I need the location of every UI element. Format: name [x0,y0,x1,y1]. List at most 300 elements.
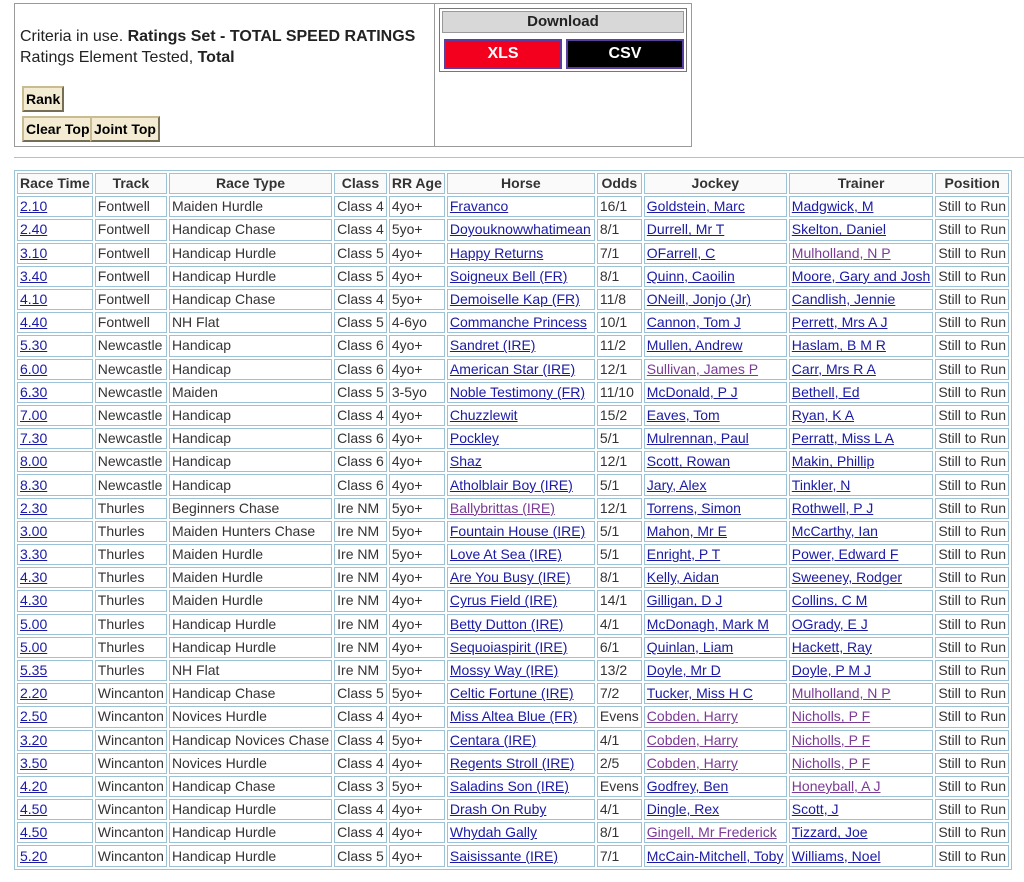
cell-race-type: Maiden [169,382,332,403]
column-header-rr-age: RR Age [389,173,445,194]
cell-race-time [17,521,93,542]
cell-odds: 4/1 [597,614,642,635]
table-row [17,706,1009,727]
cell-race-type: Handicap [169,428,332,449]
jockey-link[interactable]: Cobden, Harry [646,731,738,748]
cell-race-time [17,753,93,774]
jockey-link[interactable]: McCain-Mitchell, Toby [646,847,784,864]
cell-race-time [17,382,93,403]
column-header-jockey: Jockey [644,173,787,194]
column-header-race-type: Race Type [169,173,332,194]
trainer-link[interactable]: Honeyball, A J [791,777,881,794]
table-row [17,359,1009,380]
cell-race-time [17,590,93,611]
cell-class: Class 4 [334,822,387,843]
horse-link[interactable]: Happy Returns [449,244,544,261]
horse-link[interactable]: Shaz [449,453,482,470]
cell-horse [447,822,595,843]
cell-position: Still to Run [935,730,1009,751]
cell-horse [447,266,595,287]
horse-link[interactable]: Sandret (IRE) [449,337,536,354]
table-row [17,219,1009,240]
table-row [17,776,1009,797]
cell-track: Fontwell [95,289,167,310]
jockey-link[interactable]: Sullivan, James P [646,360,759,377]
cell-position: Still to Run [935,312,1009,333]
cell-track: Wincanton [95,822,167,843]
jockey-link[interactable]: OFarrell, C [646,244,716,261]
race-time-link[interactable]: 4.40 [20,314,48,331]
jockey-link[interactable]: Mulrennan, Paul [646,430,749,447]
cell-horse [447,567,595,588]
cell-jockey [644,335,787,356]
trainer-link[interactable]: Nicholls, P F [791,731,871,748]
cell-trainer [789,544,934,565]
horse-link[interactable]: Noble Testimony (FR) [449,383,585,400]
jockey-link[interactable]: Gingell, Mr Frederick [646,824,777,841]
cell-class: Class 6 [334,335,387,356]
table-row [17,243,1009,264]
race-time-link[interactable]: 5.00 [20,638,48,655]
cell-position: Still to Run [935,405,1009,426]
download-title: Download [442,11,684,33]
trainer-link[interactable]: Collins, C M [791,592,868,609]
cell-race-type: Maiden Hurdle [169,567,332,588]
cell-class: Class 4 [334,753,387,774]
cell-race-type: NH Flat [169,312,332,333]
cell-rr-age: 5yo+ [389,498,445,519]
cell-trainer [789,730,934,751]
race-time-link[interactable]: 4.20 [20,777,48,794]
trainer-link[interactable]: Hackett, Ray [791,638,872,655]
jockey-link[interactable]: Cobden, Harry [646,708,738,725]
table-row [17,405,1009,426]
jockey-link[interactable]: Eaves, Tom [646,406,720,423]
cell-rr-age: 3-5yo [389,382,445,403]
race-time-link[interactable]: 6.30 [20,383,48,400]
race-time-link[interactable]: 2.40 [20,221,48,238]
jockey-link[interactable]: Scott, Rowan [646,453,731,470]
jockey-link[interactable]: Enright, P T [646,546,721,563]
cell-race-time [17,266,93,287]
cell-position: Still to Run [935,382,1009,403]
cell-horse [447,521,595,542]
cell-jockey [644,660,787,681]
cell-race-type: Maiden Hurdle [169,590,332,611]
cell-horse [447,660,595,681]
cell-jockey [644,405,787,426]
cell-race-type: Beginners Chase [169,498,332,519]
cell-race-time [17,706,93,727]
table-row [17,266,1009,287]
column-header-horse: Horse [447,173,595,194]
cell-jockey [644,498,787,519]
cell-odds: 5/1 [597,474,642,495]
race-time-link[interactable]: 3.30 [20,546,48,563]
horse-link[interactable]: Fountain House (IRE) [449,522,586,539]
cell-horse [447,730,595,751]
cell-odds: 12/1 [597,359,642,380]
jockey-link[interactable]: Goldstein, Marc [646,198,745,215]
cell-race-time [17,219,93,240]
jockey-link[interactable]: Cannon, Tom J [646,314,741,331]
table-row [17,521,1009,542]
jockey-link[interactable]: Tucker, Miss H C [646,685,753,702]
cell-position: Still to Run [935,799,1009,820]
cell-position: Still to Run [935,219,1009,240]
jockey-link[interactable]: Gilligan, D J [646,592,723,609]
cell-jockey [644,822,787,843]
cell-rr-age: 4yo+ [389,474,445,495]
trainer-link[interactable]: Sweeney, Rodger [791,569,903,586]
trainer-link[interactable]: Haslam, B M R [791,337,886,354]
cell-horse [447,405,595,426]
cell-jockey [644,845,787,866]
cell-horse [447,219,595,240]
cell-track: Thurles [95,590,167,611]
cell-race-time [17,660,93,681]
cell-trainer [789,382,934,403]
race-time-link[interactable]: 3.10 [20,244,48,261]
ratings-element-value: Total [197,49,235,66]
table-row [17,289,1009,310]
cell-race-time [17,614,93,635]
trainer-link[interactable]: Mulholland, N P [791,244,891,261]
cell-race-type: Handicap [169,359,332,380]
cell-race-type: Maiden Hurdle [169,544,332,565]
horse-link[interactable]: Betty Dutton (IRE) [449,615,564,632]
trainer-link[interactable]: Perrett, Mrs A J [791,314,888,331]
horse-link[interactable]: Doyouknowwhatimean [449,221,591,238]
jockey-link[interactable]: ONeill, Jonjo (Jr) [646,291,752,308]
cell-rr-age: 4yo+ [389,405,445,426]
jockey-link[interactable]: Quinlan, Liam [646,638,734,655]
jockey-link[interactable]: Mahon, Mr E [646,522,727,539]
cell-track: Wincanton [95,799,167,820]
cell-rr-age: 4-6yo [389,312,445,333]
xls-download-button[interactable]: XLS [444,39,562,69]
horse-link[interactable]: American Star (IRE) [449,360,576,377]
cell-race-time [17,451,93,472]
trainer-link[interactable]: Bethell, Ed [791,383,860,400]
horse-link[interactable]: Pockley [449,430,499,447]
cell-track: Newcastle [95,382,167,403]
jockey-link[interactable]: Godfrey, Ben [646,777,729,794]
trainer-link[interactable]: Nicholls, P F [791,708,871,725]
cell-position: Still to Run [935,196,1009,217]
cell-rr-age: 5yo+ [389,544,445,565]
cell-class: Ire NM [334,544,387,565]
race-time-link[interactable]: 8.30 [20,476,48,493]
cell-race-time [17,428,93,449]
cell-position: Still to Run [935,335,1009,356]
horse-link[interactable]: Centara (IRE) [449,731,537,748]
cell-rr-age: 5yo+ [389,219,445,240]
cell-track: Fontwell [95,219,167,240]
race-time-link[interactable]: 2.30 [20,499,48,516]
cell-track: Newcastle [95,428,167,449]
trainer-link[interactable]: Mulholland, N P [791,685,891,702]
race-time-link[interactable]: 3.00 [20,522,48,539]
cell-track: Thurles [95,544,167,565]
cell-trainer [789,637,934,658]
cell-jockey [644,799,787,820]
cell-class: Ire NM [334,614,387,635]
trainer-link[interactable]: Power, Edward F [791,546,899,563]
results-table [14,170,1012,870]
trainer-link[interactable]: Carr, Mrs R A [791,360,876,377]
cell-odds: 15/2 [597,405,642,426]
trainer-link[interactable]: Perratt, Miss L A [791,430,894,447]
race-time-link[interactable]: 4.10 [20,291,48,308]
cell-race-type: Handicap Chase [169,289,332,310]
horse-link[interactable]: Celtic Fortune (IRE) [449,685,574,702]
trainer-link[interactable]: Makin, Phillip [791,453,875,470]
horse-link[interactable]: Whydah Gally [449,824,538,841]
cell-horse [447,753,595,774]
cell-race-time [17,196,93,217]
horse-link[interactable]: Love At Sea (IRE) [449,546,562,563]
trainer-link[interactable]: Madgwick, M [791,198,874,215]
cell-race-type: Maiden Hunters Chase [169,521,332,542]
cell-jockey [644,196,787,217]
jockey-link[interactable]: Torrens, Simon [646,499,741,516]
cell-track: Fontwell [95,196,167,217]
download-box [435,4,691,146]
criteria-panel [14,3,692,147]
cell-position: Still to Run [935,289,1009,310]
cell-rr-age: 4yo+ [389,243,445,264]
horse-link[interactable]: Ballybrittas (IRE) [449,499,555,516]
race-time-link[interactable]: 4.50 [20,801,48,818]
jockey-link[interactable]: Kelly, Aidan [646,569,719,586]
cell-jockey [644,382,787,403]
trainer-link[interactable]: Doyle, P M J [791,662,871,679]
cell-jockey [644,753,787,774]
trainer-link[interactable]: Tinkler, N [791,476,851,493]
cell-race-type: Handicap Chase [169,776,332,797]
jockey-link[interactable]: Durrell, Mr T [646,221,725,238]
table-row [17,799,1009,820]
cell-position: Still to Run [935,683,1009,704]
table-row [17,498,1009,519]
cell-race-type: Handicap Hurdle [169,637,332,658]
cell-odds: 5/1 [597,544,642,565]
cell-trainer [789,567,934,588]
cell-trainer [789,498,934,519]
cell-rr-age: 4yo+ [389,845,445,866]
race-time-link[interactable]: 2.50 [20,708,48,725]
jockey-link[interactable]: Jary, Alex [646,476,707,493]
cell-race-time [17,822,93,843]
horse-link[interactable]: Mossy Way (IRE) [449,662,559,679]
race-time-link[interactable]: 3.50 [20,754,48,771]
race-time-link[interactable]: 5.35 [20,662,48,679]
table-row [17,567,1009,588]
cell-race-type: Handicap Hurdle [169,243,332,264]
cell-rr-age: 5yo+ [389,289,445,310]
trainer-link[interactable]: Tizzard, Joe [791,824,868,841]
cell-horse [447,706,595,727]
cell-track: Fontwell [95,312,167,333]
cell-odds: 12/1 [597,498,642,519]
cell-track: Thurles [95,521,167,542]
race-time-link[interactable]: 5.00 [20,615,48,632]
jockey-link[interactable]: McDonagh, Mark M [646,615,769,632]
csv-download-button[interactable]: CSV [566,39,684,69]
trainer-link[interactable]: Skelton, Daniel [791,221,886,238]
race-time-link[interactable]: 8.00 [20,453,48,470]
horse-link[interactable]: Commanche Princess [449,314,587,331]
cell-rr-age: 5yo+ [389,683,445,704]
cell-race-type: Handicap Hurdle [169,799,332,820]
horse-link[interactable]: Fravanco [449,198,509,215]
cell-race-time [17,312,93,333]
cell-odds: 11/8 [597,289,642,310]
cell-jockey [644,544,787,565]
cell-track: Newcastle [95,405,167,426]
cell-race-time [17,243,93,264]
joint-top-button[interactable]: Joint Top [90,116,160,142]
cell-race-type: Handicap Novices Chase [169,730,332,751]
rank-button[interactable]: Rank [22,86,64,112]
race-time-link[interactable]: 2.10 [20,198,48,215]
race-time-link[interactable]: 7.00 [20,406,48,423]
cell-horse [447,474,595,495]
cell-rr-age: 4yo+ [389,451,445,472]
cell-jockey [644,243,787,264]
cell-odds: Evens [597,706,642,727]
jockey-link[interactable]: Cobden, Harry [646,754,738,771]
horse-link[interactable]: Demoiselle Kap (FR) [449,291,580,308]
trainer-link[interactable]: Scott, J [791,801,839,818]
jockey-link[interactable]: Dingle, Rex [646,801,720,818]
cell-jockey [644,614,787,635]
race-time-link[interactable]: 7.30 [20,430,48,447]
cell-race-time [17,335,93,356]
cell-race-time [17,845,93,866]
trainer-link[interactable]: Nicholls, P F [791,754,871,771]
race-time-link[interactable]: 2.20 [20,685,48,702]
trainer-link[interactable]: Candlish, Jennie [791,291,896,308]
cell-class: Class 4 [334,289,387,310]
cell-race-type: Handicap Hurdle [169,845,332,866]
table-row [17,335,1009,356]
cell-horse [447,312,595,333]
trainer-link[interactable]: Ryan, K A [791,406,855,423]
clear-top-button[interactable]: Clear Top [22,116,94,142]
cell-odds: 7/1 [597,845,642,866]
cell-track: Wincanton [95,776,167,797]
horse-link[interactable]: Miss Altea Blue (FR) [449,708,578,725]
horse-link[interactable]: Cyrus Field (IRE) [449,592,558,609]
race-time-link[interactable]: 4.30 [20,592,48,609]
race-time-link[interactable]: 3.20 [20,731,48,748]
trainer-link[interactable]: Moore, Gary and Josh [791,267,931,284]
horse-link[interactable]: Drash On Ruby [449,801,547,818]
cell-track: Thurles [95,498,167,519]
cell-class: Ire NM [334,590,387,611]
cell-rr-age: 4yo+ [389,637,445,658]
cell-position: Still to Run [935,243,1009,264]
horse-link[interactable]: Sequoiaspirit (IRE) [449,638,568,655]
cell-odds: 8/1 [597,822,642,843]
horse-link[interactable]: Regents Stroll (IRE) [449,754,575,771]
column-header-trainer: Trainer [789,173,934,194]
cell-jockey [644,567,787,588]
table-row [17,451,1009,472]
horse-link[interactable]: Saisissante (IRE) [449,847,559,864]
cell-race-type: Handicap [169,405,332,426]
jockey-link[interactable]: McDonald, P J [646,383,738,400]
horse-link[interactable]: Are You Busy (IRE) [449,569,571,586]
horse-link[interactable]: Chuzzlewit [449,406,518,423]
cell-trainer [789,312,934,333]
race-time-link[interactable]: 4.30 [20,569,48,586]
trainer-link[interactable]: Williams, Noel [791,847,881,864]
cell-race-time [17,776,93,797]
race-time-link[interactable]: 4.50 [20,824,48,841]
horse-link[interactable]: Soigneux Bell (FR) [449,267,568,284]
cell-trainer [789,289,934,310]
jockey-link[interactable]: Doyle, Mr D [646,662,721,679]
cell-horse [447,289,595,310]
cell-class: Class 6 [334,359,387,380]
cell-jockey [644,219,787,240]
trainer-link[interactable]: McCarthy, Ian [791,522,878,539]
cell-rr-age: 4yo+ [389,196,445,217]
cell-class: Class 4 [334,799,387,820]
race-time-link[interactable]: 6.00 [20,360,48,377]
cell-race-type: Handicap [169,451,332,472]
cell-track: Wincanton [95,753,167,774]
cell-class: Class 4 [334,706,387,727]
cell-odds: Evens [597,776,642,797]
cell-trainer [789,614,934,635]
race-time-link[interactable]: 3.40 [20,267,48,284]
race-time-link[interactable]: 5.20 [20,847,48,864]
cell-class: Class 3 [334,776,387,797]
cell-position: Still to Run [935,637,1009,658]
cell-horse [447,335,595,356]
cell-rr-age: 4yo+ [389,799,445,820]
cell-odds: 12/1 [597,451,642,472]
jockey-link[interactable]: Quinn, Caoilin [646,267,735,284]
trainer-link[interactable]: OGrady, E J [791,615,868,632]
cell-rr-age: 4yo+ [389,590,445,611]
cell-jockey [644,312,787,333]
cell-track: Wincanton [95,683,167,704]
cell-race-time [17,289,93,310]
cell-trainer [789,266,934,287]
cell-race-type: Novices Hurdle [169,706,332,727]
horse-link[interactable]: Saladins Son (IRE) [449,777,569,794]
cell-odds: 5/1 [597,521,642,542]
jockey-link[interactable]: Mullen, Andrew [646,337,743,354]
cell-position: Still to Run [935,822,1009,843]
cell-position: Still to Run [935,660,1009,681]
cell-position: Still to Run [935,474,1009,495]
criteria-text [20,26,415,68]
cell-horse [447,382,595,403]
trainer-link[interactable]: Rothwell, P J [791,499,874,516]
download-panel [439,8,687,72]
horse-link[interactable]: Atholblair Boy (IRE) [449,476,573,493]
cell-track: Thurles [95,614,167,635]
cell-race-type: Handicap Chase [169,683,332,704]
criteria-line-1: Criteria in use. Ratings Set - TOTAL SPEED RATINGS [20,28,416,45]
race-time-link[interactable]: 5.30 [20,337,48,354]
